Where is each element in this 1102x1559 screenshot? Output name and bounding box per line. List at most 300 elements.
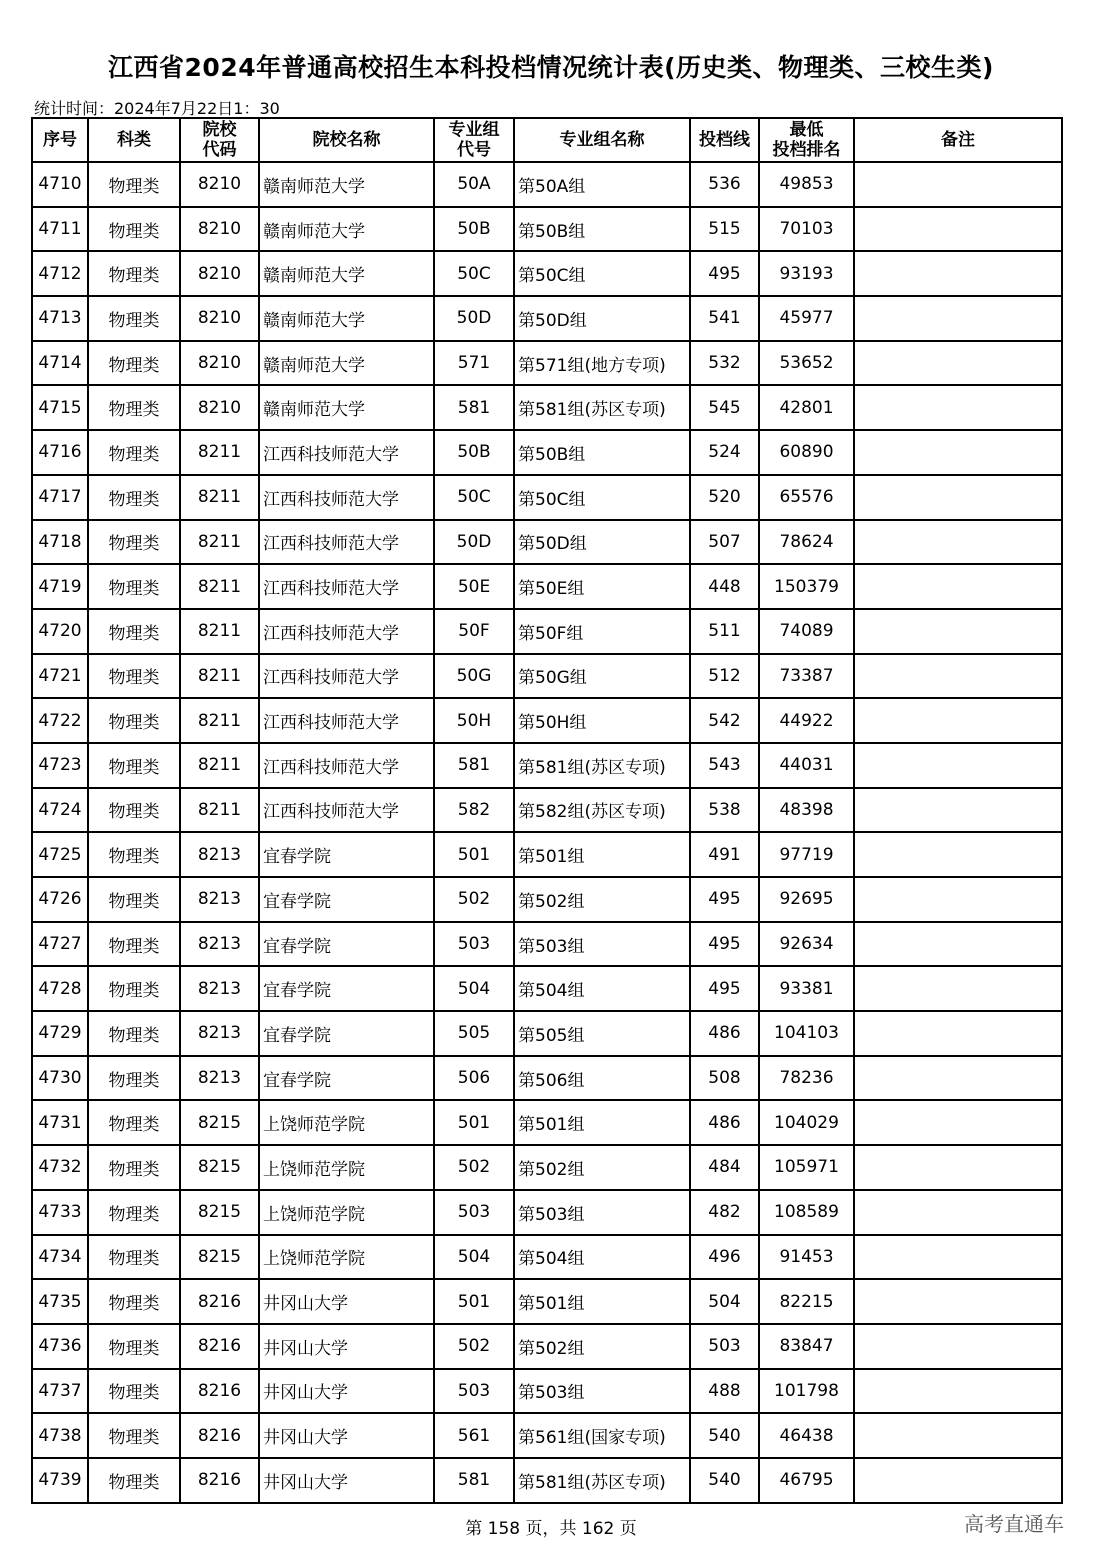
- cell-score: 538: [690, 788, 759, 833]
- cell-group-code: 502: [434, 1324, 514, 1369]
- cell-group-code: 505: [434, 1011, 514, 1056]
- cell-score: 448: [690, 564, 759, 609]
- header-seq: 序号: [32, 118, 88, 162]
- cell-note: [854, 609, 1062, 654]
- cell-school-name: 上饶师范学院: [259, 1100, 434, 1145]
- header-note: 备注: [854, 118, 1062, 162]
- table-row: [32, 1100, 1062, 1145]
- cell-rank: 93193: [759, 251, 854, 296]
- cell-score: 488: [690, 1369, 759, 1414]
- cell-category: 物理类: [88, 1458, 180, 1503]
- cell-score: 484: [690, 1145, 759, 1190]
- table-row: [32, 1324, 1062, 1369]
- cell-rank: 92695: [759, 877, 854, 922]
- cell-group-name: 第505组: [514, 1011, 690, 1056]
- cell-score: 508: [690, 1056, 759, 1101]
- cell-group-code: 581: [434, 385, 514, 430]
- table-row: [32, 1369, 1062, 1414]
- cell-rank: 60890: [759, 430, 854, 475]
- header-school-code: [180, 118, 259, 162]
- cell-school-code: 8216: [180, 1279, 259, 1324]
- cell-category: 物理类: [88, 1100, 180, 1145]
- cell-group-code: 503: [434, 1190, 514, 1235]
- cell-school-code: 8215: [180, 1235, 259, 1280]
- cell-category: 物理类: [88, 832, 180, 877]
- header-school-name: 院校名称: [259, 118, 434, 162]
- table-row: [32, 1190, 1062, 1235]
- table-row: [32, 922, 1062, 967]
- cell-score: 511: [690, 609, 759, 654]
- cell-score: 512: [690, 654, 759, 699]
- cell-school-code: 8211: [180, 475, 259, 520]
- cell-note: [854, 966, 1062, 1011]
- cell-seq: 4728: [32, 966, 88, 1011]
- cell-school-code: 8213: [180, 1011, 259, 1056]
- cell-group-name: 第50C组: [514, 475, 690, 520]
- cell-group-code: 561: [434, 1413, 514, 1458]
- cell-group-name: 第503组: [514, 922, 690, 967]
- cell-rank: 105971: [759, 1145, 854, 1190]
- header-group-name: 专业组名称: [514, 118, 690, 162]
- cell-category: 物理类: [88, 966, 180, 1011]
- cell-rank: 74089: [759, 609, 854, 654]
- page-footer: 第 158 页，共 162 页: [465, 1519, 637, 1539]
- table-row: [32, 520, 1062, 565]
- table-row: [32, 207, 1062, 252]
- cell-category: 物理类: [88, 162, 180, 207]
- cell-note: [854, 564, 1062, 609]
- cell-category: 物理类: [88, 698, 180, 743]
- table-row: [32, 832, 1062, 877]
- header-rank: [759, 118, 854, 162]
- cell-category: 物理类: [88, 654, 180, 699]
- cell-note: [854, 1235, 1062, 1280]
- cell-seq: 4720: [32, 609, 88, 654]
- cell-category: 物理类: [88, 251, 180, 296]
- cell-seq: 4711: [32, 207, 88, 252]
- cell-rank: 73387: [759, 654, 854, 699]
- cell-score: 496: [690, 1235, 759, 1280]
- cell-note: [854, 251, 1062, 296]
- cell-school-name: 上饶师范学院: [259, 1235, 434, 1280]
- cell-note: [854, 654, 1062, 699]
- cell-rank: 44031: [759, 743, 854, 788]
- cell-note: [854, 430, 1062, 475]
- cell-seq: 4735: [32, 1279, 88, 1324]
- table-row: [32, 430, 1062, 475]
- cell-group-name: 第581组(苏区专项): [514, 1458, 690, 1503]
- cell-note: [854, 698, 1062, 743]
- cell-score: 486: [690, 1100, 759, 1145]
- cell-note: [854, 1279, 1062, 1324]
- cell-school-code: 8211: [180, 609, 259, 654]
- table-row: [32, 788, 1062, 833]
- cell-score: 486: [690, 1011, 759, 1056]
- cell-category: 物理类: [88, 1190, 180, 1235]
- cell-school-name: 江西科技师范大学: [259, 520, 434, 565]
- cell-group-code: 50C: [434, 475, 514, 520]
- cell-school-name: 宜春学院: [259, 922, 434, 967]
- cell-school-code: 8215: [180, 1145, 259, 1190]
- cell-school-name: 赣南师范大学: [259, 251, 434, 296]
- cell-note: [854, 922, 1062, 967]
- table-row: [32, 1011, 1062, 1056]
- header-score: 投档线: [690, 118, 759, 162]
- cell-rank: 44922: [759, 698, 854, 743]
- cell-school-code: 8211: [180, 520, 259, 565]
- cell-rank: 65576: [759, 475, 854, 520]
- cell-category: 物理类: [88, 788, 180, 833]
- table-row: [32, 296, 1062, 341]
- cell-school-name: 赣南师范大学: [259, 341, 434, 386]
- cell-school-name: 江西科技师范大学: [259, 698, 434, 743]
- cell-group-code: 50H: [434, 698, 514, 743]
- table-row: [32, 162, 1062, 207]
- cell-school-name: 赣南师范大学: [259, 296, 434, 341]
- table-row: [32, 1413, 1062, 1458]
- cell-rank: 45977: [759, 296, 854, 341]
- cell-school-name: 上饶师范学院: [259, 1190, 434, 1235]
- cell-rank: 78624: [759, 520, 854, 565]
- cell-group-name: 第503组: [514, 1369, 690, 1414]
- page-title: 江西省2024年普通高校招生本科投档情况统计表(历史类、物理类、三校生类): [108, 53, 994, 82]
- cell-seq: 4736: [32, 1324, 88, 1369]
- cell-school-name: 宜春学院: [259, 877, 434, 922]
- cell-school-name: 赣南师范大学: [259, 207, 434, 252]
- cell-category: 物理类: [88, 1056, 180, 1101]
- cell-rank: 108589: [759, 1190, 854, 1235]
- cell-rank: 46795: [759, 1458, 854, 1503]
- cell-score: 495: [690, 966, 759, 1011]
- cell-category: 物理类: [88, 1279, 180, 1324]
- cell-group-name: 第581组(苏区专项): [514, 743, 690, 788]
- cell-rank: 91453: [759, 1235, 854, 1280]
- cell-school-code: 8216: [180, 1369, 259, 1414]
- cell-category: 物理类: [88, 877, 180, 922]
- cell-note: [854, 1145, 1062, 1190]
- cell-note: [854, 385, 1062, 430]
- table-row: [32, 385, 1062, 430]
- cell-group-name: 第50G组: [514, 654, 690, 699]
- cell-seq: 4732: [32, 1145, 88, 1190]
- cell-rank: 150379: [759, 564, 854, 609]
- cell-school-name: 赣南师范大学: [259, 162, 434, 207]
- cell-category: 物理类: [88, 296, 180, 341]
- cell-school-code: 8213: [180, 1056, 259, 1101]
- cell-group-name: 第571组(地方专项): [514, 341, 690, 386]
- cell-rank: 83847: [759, 1324, 854, 1369]
- cell-group-code: 50G: [434, 654, 514, 699]
- cell-category: 物理类: [88, 430, 180, 475]
- cell-group-name: 第50B组: [514, 207, 690, 252]
- cell-rank: 93381: [759, 966, 854, 1011]
- admission-table: [31, 117, 1063, 1504]
- cell-note: [854, 1056, 1062, 1101]
- cell-group-code: 504: [434, 1235, 514, 1280]
- cell-school-code: 8211: [180, 743, 259, 788]
- cell-category: 物理类: [88, 520, 180, 565]
- cell-note: [854, 1324, 1062, 1369]
- cell-school-name: 江西科技师范大学: [259, 475, 434, 520]
- cell-school-code: 8211: [180, 430, 259, 475]
- cell-seq: 4734: [32, 1235, 88, 1280]
- cell-school-code: 8216: [180, 1413, 259, 1458]
- cell-school-code: 8211: [180, 564, 259, 609]
- table-body: [32, 162, 1062, 1503]
- cell-score: 495: [690, 251, 759, 296]
- cell-category: 物理类: [88, 475, 180, 520]
- table-header-row: [32, 118, 1062, 162]
- cell-group-code: 582: [434, 788, 514, 833]
- cell-school-code: 8210: [180, 251, 259, 296]
- cell-rank: 101798: [759, 1369, 854, 1414]
- cell-school-code: 8211: [180, 788, 259, 833]
- cell-group-code: 50A: [434, 162, 514, 207]
- cell-note: [854, 475, 1062, 520]
- cell-group-name: 第50D组: [514, 520, 690, 565]
- table-row: [32, 341, 1062, 386]
- cell-school-name: 江西科技师范大学: [259, 788, 434, 833]
- cell-category: 物理类: [88, 1145, 180, 1190]
- cell-category: 物理类: [88, 207, 180, 252]
- cell-group-name: 第581组(苏区专项): [514, 385, 690, 430]
- header-school-code-line1: 院校: [202, 120, 237, 140]
- cell-score: 540: [690, 1458, 759, 1503]
- table-row: [32, 1056, 1062, 1101]
- cell-school-code: 8210: [180, 162, 259, 207]
- cell-school-name: 井冈山大学: [259, 1279, 434, 1324]
- cell-note: [854, 296, 1062, 341]
- cell-score: 504: [690, 1279, 759, 1324]
- cell-seq: 4716: [32, 430, 88, 475]
- table-row: [32, 609, 1062, 654]
- cell-group-code: 50C: [434, 251, 514, 296]
- cell-note: [854, 832, 1062, 877]
- table-row: [32, 1458, 1062, 1503]
- cell-group-code: 50D: [434, 296, 514, 341]
- cell-school-code: 8211: [180, 654, 259, 699]
- cell-seq: 4726: [32, 877, 88, 922]
- cell-school-name: 宜春学院: [259, 1011, 434, 1056]
- cell-seq: 4719: [32, 564, 88, 609]
- cell-school-name: 赣南师范大学: [259, 385, 434, 430]
- cell-seq: 4737: [32, 1369, 88, 1414]
- cell-note: [854, 743, 1062, 788]
- cell-group-code: 581: [434, 1458, 514, 1503]
- cell-note: [854, 520, 1062, 565]
- header-group-code-line1: 专业组: [448, 120, 500, 140]
- cell-score: 495: [690, 877, 759, 922]
- cell-group-name: 第50E组: [514, 564, 690, 609]
- cell-seq: 4712: [32, 251, 88, 296]
- header-rank-line2: 投档排名: [772, 140, 841, 160]
- table-row: [32, 1279, 1062, 1324]
- header-group-code-line2: 代号: [457, 140, 491, 160]
- cell-seq: 4730: [32, 1056, 88, 1101]
- cell-group-code: 502: [434, 1145, 514, 1190]
- cell-group-code: 50D: [434, 520, 514, 565]
- cell-group-name: 第504组: [514, 966, 690, 1011]
- cell-rank: 48398: [759, 788, 854, 833]
- cell-group-code: 50B: [434, 207, 514, 252]
- cell-group-code: 503: [434, 922, 514, 967]
- cell-group-code: 501: [434, 832, 514, 877]
- cell-group-code: 50B: [434, 430, 514, 475]
- cell-school-code: 8216: [180, 1458, 259, 1503]
- cell-group-code: 502: [434, 877, 514, 922]
- cell-group-code: 581: [434, 743, 514, 788]
- cell-school-name: 江西科技师范大学: [259, 430, 434, 475]
- cell-rank: 97719: [759, 832, 854, 877]
- cell-school-name: 宜春学院: [259, 966, 434, 1011]
- cell-rank: 49853: [759, 162, 854, 207]
- cell-school-name: 上饶师范学院: [259, 1145, 434, 1190]
- cell-school-name: 江西科技师范大学: [259, 564, 434, 609]
- cell-note: [854, 1458, 1062, 1503]
- cell-score: 503: [690, 1324, 759, 1369]
- cell-school-code: 8210: [180, 296, 259, 341]
- cell-note: [854, 1413, 1062, 1458]
- cell-score: 507: [690, 520, 759, 565]
- stat-time: 统计时间：2024年7月22日1：30: [34, 99, 280, 118]
- cell-school-name: 宜春学院: [259, 832, 434, 877]
- cell-category: 物理类: [88, 1235, 180, 1280]
- cell-score: 545: [690, 385, 759, 430]
- cell-group-name: 第502组: [514, 877, 690, 922]
- cell-school-code: 8211: [180, 698, 259, 743]
- cell-group-code: 501: [434, 1100, 514, 1145]
- table-row: [32, 475, 1062, 520]
- cell-category: 物理类: [88, 609, 180, 654]
- table-row: [32, 564, 1062, 609]
- cell-seq: 4718: [32, 520, 88, 565]
- cell-category: 物理类: [88, 385, 180, 430]
- header-school-code-line2: 代码: [202, 140, 237, 160]
- cell-school-name: 井冈山大学: [259, 1458, 434, 1503]
- cell-group-name: 第561组(国家专项): [514, 1413, 690, 1458]
- cell-score: 482: [690, 1190, 759, 1235]
- cell-seq: 4723: [32, 743, 88, 788]
- cell-school-code: 8210: [180, 385, 259, 430]
- cell-seq: 4717: [32, 475, 88, 520]
- cell-note: [854, 1369, 1062, 1414]
- cell-rank: 46438: [759, 1413, 854, 1458]
- cell-score: 532: [690, 341, 759, 386]
- cell-school-code: 8213: [180, 922, 259, 967]
- cell-group-name: 第506组: [514, 1056, 690, 1101]
- header-category: 科类: [88, 118, 180, 162]
- cell-seq: 4713: [32, 296, 88, 341]
- cell-school-name: 江西科技师范大学: [259, 654, 434, 699]
- cell-group-name: 第503组: [514, 1190, 690, 1235]
- cell-group-name: 第501组: [514, 832, 690, 877]
- cell-seq: 4710: [32, 162, 88, 207]
- cell-group-name: 第50B组: [514, 430, 690, 475]
- table-row: [32, 698, 1062, 743]
- cell-rank: 78236: [759, 1056, 854, 1101]
- cell-category: 物理类: [88, 341, 180, 386]
- cell-seq: 4725: [32, 832, 88, 877]
- cell-note: [854, 207, 1062, 252]
- table-row: [32, 1145, 1062, 1190]
- cell-score: 542: [690, 698, 759, 743]
- header-group-code: [434, 118, 514, 162]
- cell-seq: 4721: [32, 654, 88, 699]
- cell-school-name: 井冈山大学: [259, 1324, 434, 1369]
- cell-group-name: 第501组: [514, 1279, 690, 1324]
- cell-seq: 4739: [32, 1458, 88, 1503]
- cell-rank: 53652: [759, 341, 854, 386]
- cell-school-code: 8210: [180, 207, 259, 252]
- table-row: [32, 743, 1062, 788]
- table-row: [32, 251, 1062, 296]
- cell-note: [854, 877, 1062, 922]
- cell-rank: 70103: [759, 207, 854, 252]
- cell-school-name: 井冈山大学: [259, 1369, 434, 1414]
- cell-category: 物理类: [88, 1324, 180, 1369]
- cell-group-code: 506: [434, 1056, 514, 1101]
- cell-note: [854, 1100, 1062, 1145]
- cell-note: [854, 1190, 1062, 1235]
- cell-school-name: 江西科技师范大学: [259, 609, 434, 654]
- cell-note: [854, 341, 1062, 386]
- cell-group-code: 50F: [434, 609, 514, 654]
- cell-group-code: 501: [434, 1279, 514, 1324]
- cell-rank: 104103: [759, 1011, 854, 1056]
- cell-rank: 82215: [759, 1279, 854, 1324]
- cell-seq: 4722: [32, 698, 88, 743]
- cell-seq: 4724: [32, 788, 88, 833]
- table-row: [32, 877, 1062, 922]
- cell-rank: 104029: [759, 1100, 854, 1145]
- cell-group-name: 第501组: [514, 1100, 690, 1145]
- cell-group-name: 第50C组: [514, 251, 690, 296]
- cell-school-code: 8215: [180, 1190, 259, 1235]
- cell-group-code: 503: [434, 1369, 514, 1414]
- cell-seq: 4738: [32, 1413, 88, 1458]
- cell-score: 495: [690, 922, 759, 967]
- table-row: [32, 1235, 1062, 1280]
- cell-seq: 4733: [32, 1190, 88, 1235]
- table-row: [32, 654, 1062, 699]
- cell-group-name: 第504组: [514, 1235, 690, 1280]
- cell-score: 491: [690, 832, 759, 877]
- cell-group-code: 504: [434, 966, 514, 1011]
- cell-group-code: 50E: [434, 564, 514, 609]
- cell-group-name: 第50A组: [514, 162, 690, 207]
- cell-note: [854, 162, 1062, 207]
- cell-score: 520: [690, 475, 759, 520]
- cell-score: 524: [690, 430, 759, 475]
- cell-category: 物理类: [88, 1369, 180, 1414]
- cell-school-code: 8213: [180, 832, 259, 877]
- cell-school-code: 8216: [180, 1324, 259, 1369]
- cell-category: 物理类: [88, 743, 180, 788]
- cell-group-name: 第50D组: [514, 296, 690, 341]
- cell-school-code: 8210: [180, 341, 259, 386]
- cell-category: 物理类: [88, 564, 180, 609]
- table-row: [32, 966, 1062, 1011]
- cell-school-name: 井冈山大学: [259, 1413, 434, 1458]
- cell-note: [854, 1011, 1062, 1056]
- cell-group-name: 第50F组: [514, 609, 690, 654]
- cell-group-name: 第502组: [514, 1145, 690, 1190]
- header-rank-line1: 最低: [789, 120, 824, 140]
- cell-group-name: 第582组(苏区专项): [514, 788, 690, 833]
- cell-category: 物理类: [88, 1413, 180, 1458]
- cell-score: 515: [690, 207, 759, 252]
- cell-score: 543: [690, 743, 759, 788]
